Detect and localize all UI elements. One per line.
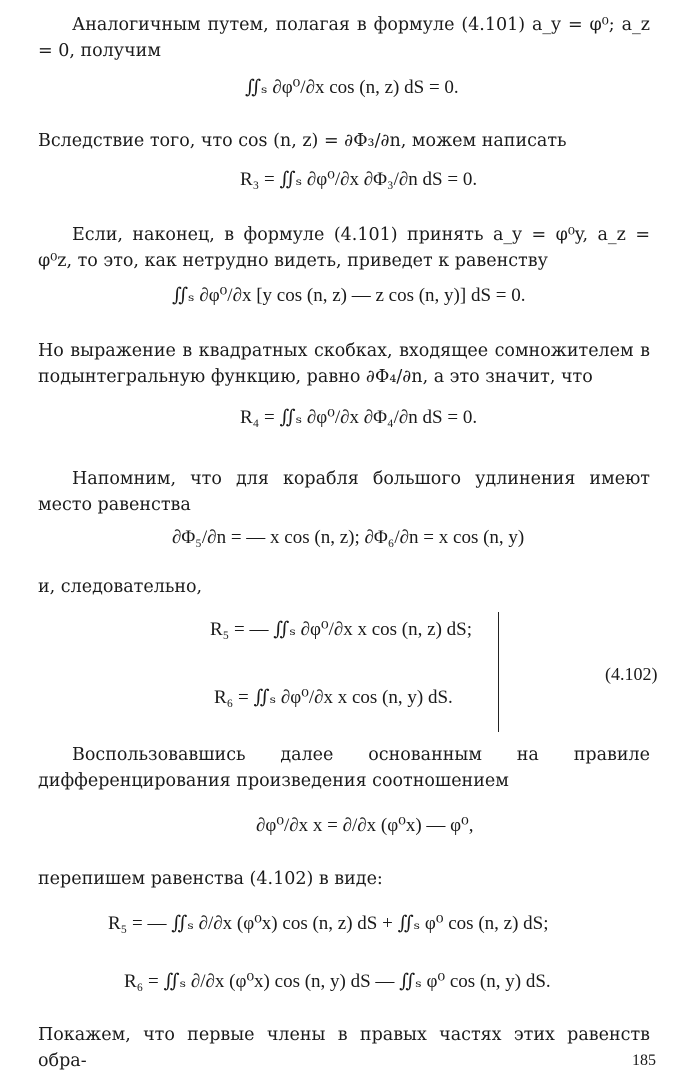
paragraph-9: Покажем, что первые члены в правых частях этих равенств обра- <box>38 1025 650 1071</box>
equation-r5-rewritten: R₅ = — ∬ₛ ∂/∂x (φ⁰x) cos (n, z) dS + ∬ₛ φ⁰ cos (n, z) dS; <box>108 913 549 934</box>
equation-r6: R₆ = ∬ₛ ∂φ⁰/∂x x cos (n, y) dS. <box>214 687 453 708</box>
paragraph-1: Аналогичным путем, полагая в формуле (4.101) a_y = φ⁰; a_z = 0, получим <box>38 15 650 61</box>
paragraph-5: Напомним, что для корабля большого удлинения имеют место равенства <box>38 469 650 515</box>
equation-7: ∂φ⁰/∂x x = ∂/∂x (φ⁰x) — φ⁰, <box>256 815 474 836</box>
equation-r3: R₃ = ∬ₛ ∂φ⁰/∂x ∂Φ₃/∂n dS = 0. <box>240 169 478 190</box>
paragraph-8: перепишем равенства (4.102) в виде: <box>38 869 383 889</box>
equation-r4: R₄ = ∬ₛ ∂φ⁰/∂x ∂Φ₄/∂n dS = 0. <box>240 407 478 428</box>
equation-5: ∂Φ₅/∂n = — x cos (n, z); ∂Φ₆/∂n = x cos (n, y) <box>172 527 525 548</box>
equation-r6-rewritten: R₆ = ∬ₛ ∂/∂x (φ⁰x) cos (n, y) dS — ∬ₛ φ⁰ cos (n, y) dS. <box>124 971 551 992</box>
equation-1: ∬ₛ ∂φ⁰/∂x cos (n, z) dS = 0. <box>245 77 459 98</box>
equation-r5: R₅ = — ∬ₛ ∂φ⁰/∂x x cos (n, z) dS; <box>210 619 472 640</box>
equation-number: (4.102) <box>605 664 658 684</box>
equation-3: ∬ₛ ∂φ⁰/∂x [y cos (n, z) — z cos (n, y)] dS = 0. <box>172 285 526 306</box>
paragraph-3: Если, наконец, в формуле (4.101) принять a_y = φ⁰y, a_z = φ⁰z, то это, как нетрудно видеть, приведет к равенству <box>38 225 650 271</box>
paragraph-6: и, следовательно, <box>38 577 203 597</box>
paragraph-2: Вследствие того, что cos (n, z) = ∂Φ₃/∂n, можем написать <box>38 131 567 151</box>
system-brace <box>498 612 507 732</box>
paragraph-4: Но выражение в квадратных скобках, входящее сомножителем в подынтегральную функцию, равно ∂Φ₄/∂n, а это значит, что <box>38 341 650 387</box>
paragraph-7: Воспользовавшись далее основанным на правиле дифференцирования произведения соотношением <box>38 745 650 791</box>
page-number: 185 <box>632 1052 656 1069</box>
